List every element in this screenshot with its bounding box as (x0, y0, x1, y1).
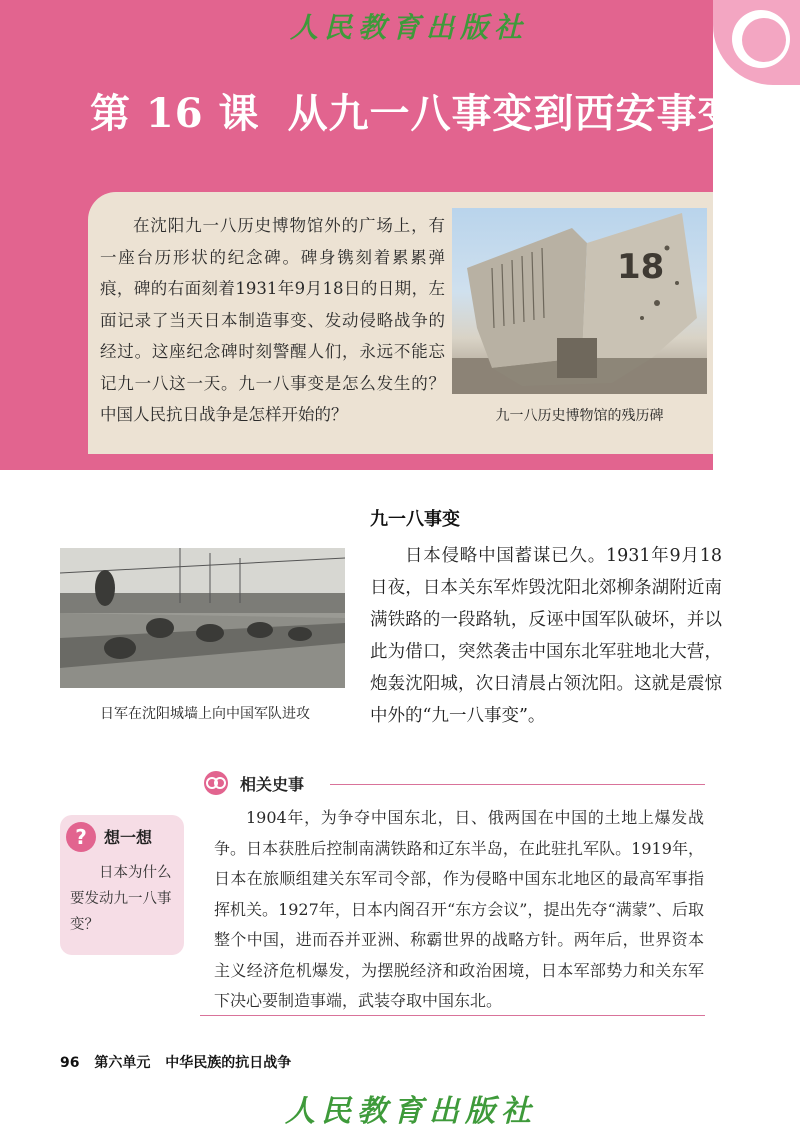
publisher-logo-bottom: 人民教育出版社 (285, 1094, 537, 1129)
page-number: 96 (60, 1055, 80, 1071)
unit-label: 第六单元 (94, 1055, 151, 1071)
lesson-title (90, 82, 739, 139)
intro-text: 在沈阳九一八历史博物馆外的广场上，有一座台历形状的纪念碑。碑身镌刻着累累弹痕，碑的右面刻着1931年9月18日的日期，左面记录了当天日本制造事变、发动侵略战争的经过。这座纪念碑时刻警醒人们，永远不能忘记九一八这一天。九一八事变是怎么发生的？中国人民抗日战争是怎样开始的？ (100, 216, 445, 424)
related-history-text: 1904年，为争夺中国东北，日、俄两国在中国的土地上爆发战争。日本获胜后控制南满铁路和辽东半岛，在此驻扎军队。1919年，日本在旅顺组建关东军司令部，作为侵略中国东北地区的最高军事指挥机关。1927年，日本内阁召开“东方会议”，提出先夺“满蒙”、后取整个中国，进而吞并亚洲、称霸世界的战略方针。两年后，世界资本主义经济危机爆发，为摆脱经济和政治困境，日本军部势力和关东军下决心要制造事端，武装夺取中国东北。 (214, 808, 704, 1010)
section-body: 日本侵略中国蓄谋已久。1931年9月18日夜，日本关东军炸毁沈阳北郊柳条湖附近南满铁路的一段路轨，反诬中国军队破坏，并以此为借口，突然袭击中国东北军驻地北大营，炮轰沈阳城，次日清晨占领沈阳。这就是震惊中外的“九一八事变”。 (370, 546, 722, 726)
corner-ring-inner (742, 18, 786, 62)
battle-photo (60, 548, 345, 688)
think-question: 日本为什么要发动九一八事变？ (70, 865, 172, 933)
related-history-bottom-divider (200, 1015, 705, 1016)
monument-illustration (452, 208, 707, 394)
battle-illustration (60, 548, 345, 688)
monument-photo-caption: 九一八历史博物馆的残历碑 (495, 408, 664, 424)
question-icon: ? (66, 822, 96, 852)
page-footer (60, 1052, 301, 1072)
lesson-number: 第 16 课 (90, 90, 260, 137)
battle-photo-caption: 日军在沈阳城墙上向中国军队进攻 (100, 706, 310, 722)
think-title: 想一想 (104, 828, 153, 847)
lesson-title-text: 从九一八事变到西安事变 (287, 90, 739, 137)
publisher-logo-top: 人民教育出版社 (290, 11, 529, 44)
related-history-label: 相关史事 (240, 775, 305, 794)
unit-title: 中华民族的抗日战争 (165, 1055, 292, 1071)
monument-photo (452, 208, 707, 394)
related-history-divider (330, 784, 705, 785)
related-history-icon (203, 770, 229, 796)
monument-number: 18 (617, 247, 665, 287)
section-heading: 九一八事变 (370, 509, 460, 530)
